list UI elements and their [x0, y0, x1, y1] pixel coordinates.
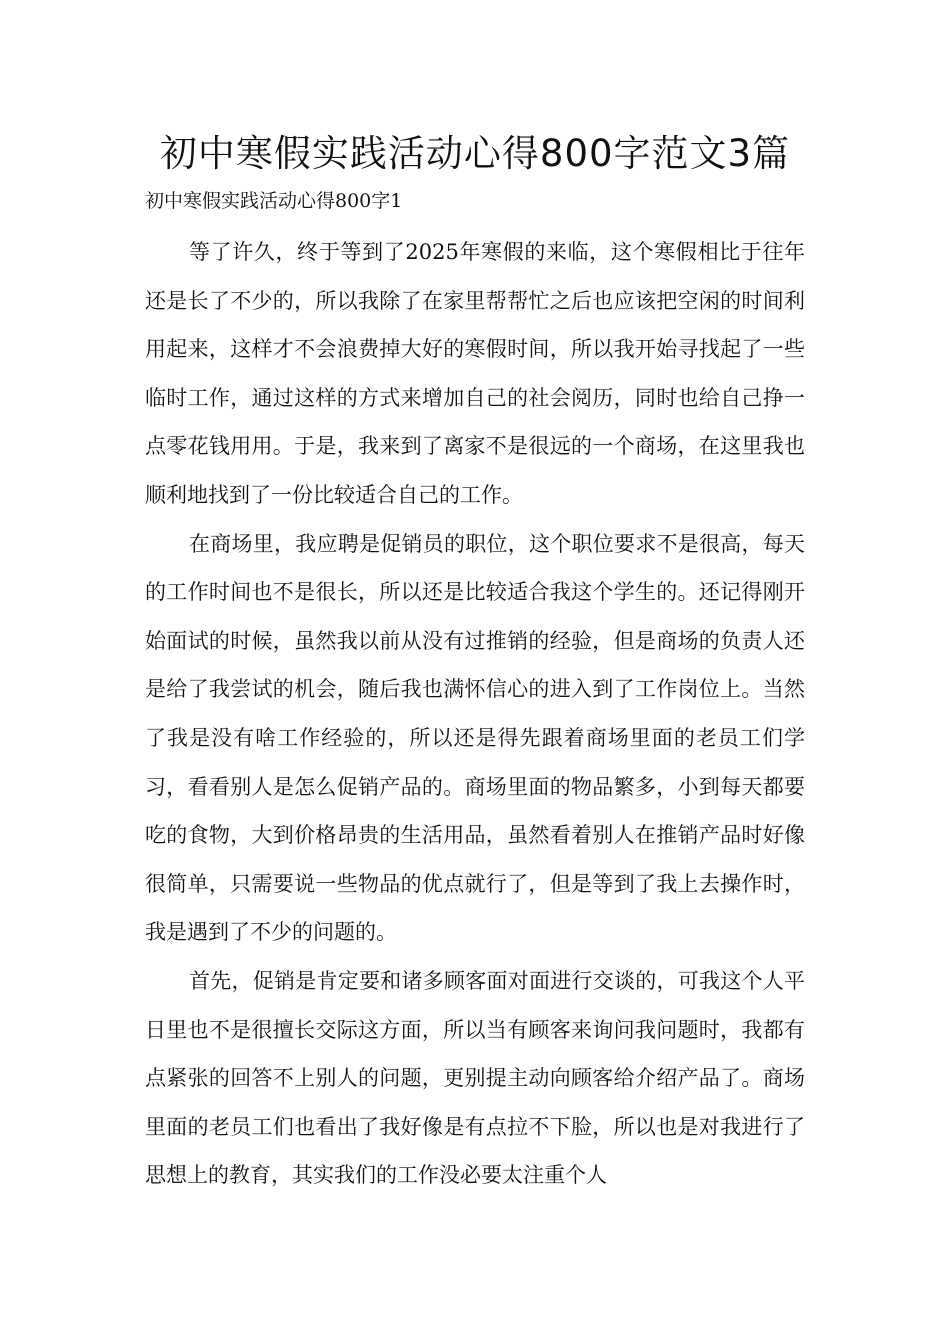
paragraph: 首先，促销是肯定要和诸多顾客面对面进行交谈的，可我这个人平日里也不是很擅长交际这方面，所以当有顾客来询问我问题时，我都有点紧张的回答不上别人的问题，更别提主动向顾客给介绍产品了。商场里面的老员工们也看出了我好像是有点拉不下脸，所以也是对我进行了思想上的教育，其实我们的工作没必要太注重个人	[145, 968, 805, 1188]
document-body	[145, 228, 805, 1200]
section-subtitle: 初中寒假实践活动心得800字1	[145, 190, 403, 212]
paragraph: 在商场里，我应聘是促销员的职位，这个职位要求不是很高，每天的工作时间也不是很长，所以还是比较适合我这个学生的。还记得刚开始面试的时候，虽然我以前从没有过推销的经验，但是商场的负责人还是给了我尝试的机会，随后我也满怀信心的进入到了工作岗位上。当然了我是没有啥工作经验的，所以还是得先跟着商场里面的老员工们学习，看看别人是怎么促销产品的。商场里面的物品繁多，小到每天都要吃的食物，大到价格昂贵的生活用品，虽然看着别人在推销产品时好像很简单，只需要说一些物品的优点就行了，但是等到了我上去操作时，我是遇到了不少的问题的。	[145, 531, 805, 945]
document-title: 初中寒假实践活动心得800字范文3篇	[159, 132, 791, 175]
paragraph: 等了许久，终于等到了2025年寒假的来临，这个寒假相比于往年还是长了不少的，所以我除了在家里帮帮忙之后也应该把空闲的时间利用起来，这样才不会浪费掉大好的寒假时间，所以我开始寻找起了一些临时工作，通过这样的方式来增加自己的社会阅历，同时也给自己挣一点零花钱用用。于是，我来到了离家不是很远的一个商场，在这里我也顺利地找到了一份比较适合自己的工作。	[145, 240, 805, 507]
